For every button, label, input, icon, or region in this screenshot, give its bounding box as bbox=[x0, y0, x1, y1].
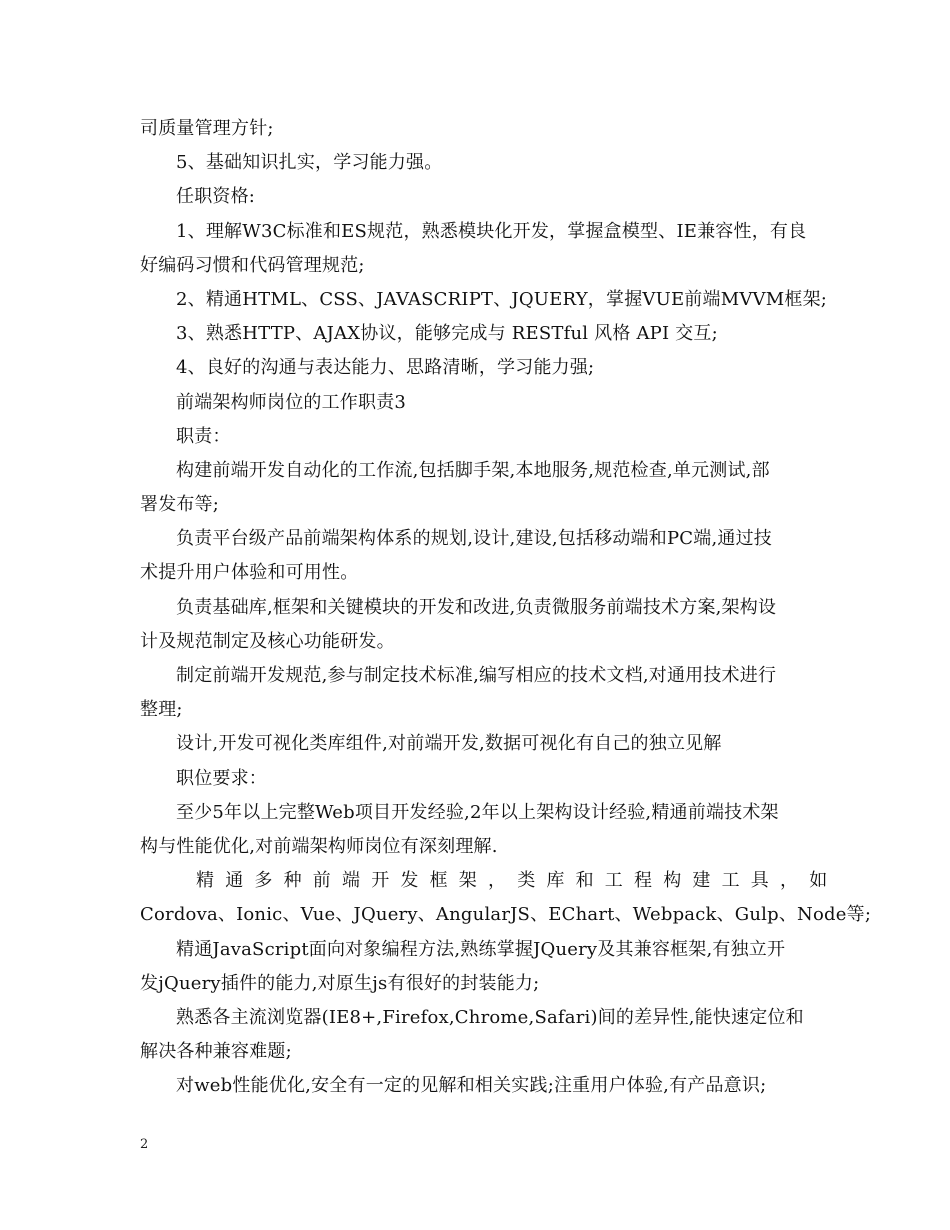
paragraph-line: 负责基础库,框架和关键模块的开发和改进,负责微服务前端技术方案,架构设 bbox=[176, 596, 777, 618]
paragraph-line: 整理; bbox=[140, 699, 183, 721]
paragraph-line: 5、基础知识扎实，学习能力强。 bbox=[176, 152, 443, 174]
section-heading: 职位要求： bbox=[176, 767, 267, 789]
section-heading: 前端架构师岗位的工作职责3 bbox=[176, 391, 407, 413]
paragraph-line: 构与性能优化,对前端架构师岗位有深刻理解. bbox=[140, 835, 498, 857]
paragraph-line: 精通多种前端开发框架，类库和工程构建工具，如 bbox=[196, 870, 839, 892]
paragraph-line: 计及规范制定及核心功能研发。 bbox=[140, 630, 395, 652]
paragraph-line: Cordova、Ionic、Vue、JQuery、AngularJS、EChart、Webpack、Gulp、Node等; bbox=[140, 904, 872, 926]
paragraph-line: 署发布等; bbox=[140, 494, 220, 516]
paragraph-line: 构建前端开发自动化的工作流,包括脚手架,本地服务,规范检查,单元测试,部 bbox=[176, 459, 770, 481]
document-body bbox=[140, 112, 872, 1103]
paragraph-line: 制定前端开发规范,参与制定技术标准,编写相应的技术文档,对通用技术进行 bbox=[176, 665, 777, 686]
paragraph-line: 对web性能优化,安全有一定的见解和相关实践;注重用户体验,有产品意识; bbox=[176, 1075, 767, 1097]
paragraph-line: 2、精通HTML、CSS、JAVASCRIPT、JQUERY，掌握VUE前端MVVM框架; bbox=[176, 288, 828, 310]
paragraph-line: 好编码习惯和代码管理规范; bbox=[140, 254, 365, 276]
paragraph-line: 熟悉各主流浏览器(IE8+,Firefox,Chrome,Safari)间的差异性,能快速定位和 bbox=[176, 1006, 804, 1028]
paragraph-line: 解决各种兼容难题; bbox=[140, 1041, 292, 1063]
section-heading: 任职资格: bbox=[176, 186, 256, 208]
section-heading: 职责： bbox=[176, 425, 231, 447]
paragraph-line: 司质量管理方针; bbox=[140, 118, 274, 139]
paragraph-line: 3、熟悉HTTP、AJAX协议，能够完成与 RESTful 风格 API 交互; bbox=[176, 323, 718, 345]
paragraph-line: 负责平台级产品前端架构体系的规划,设计,建设,包括移动端和PC端,通过技 bbox=[176, 528, 772, 550]
paragraph-line: 术提升用户体验和可用性。 bbox=[140, 562, 359, 584]
paragraph-line: 发jQuery插件的能力,对原生js有很好的封装能力; bbox=[140, 972, 540, 994]
paragraph-line: 1、理解W3C标准和ES规范，熟悉模块化开发，掌握盒模型、IE兼容性，有良 bbox=[176, 220, 807, 242]
paragraph-line: 4、良好的沟通与表达能力、思路清晰，学习能力强; bbox=[176, 357, 595, 379]
paragraph-line: 设计,开发可视化类库组件,对前端开发,数据可视化有自己的独立见解 bbox=[176, 733, 722, 755]
paragraph-line: 精通JavaScript面向对象编程方法,熟练掌握JQuery及其兼容框架,有独立开 bbox=[176, 938, 786, 960]
page-number: 2 bbox=[140, 1137, 149, 1152]
paragraph-line: 至少5年以上完整Web项目开发经验,2年以上架构设计经验,精通前端技术架 bbox=[176, 801, 779, 823]
